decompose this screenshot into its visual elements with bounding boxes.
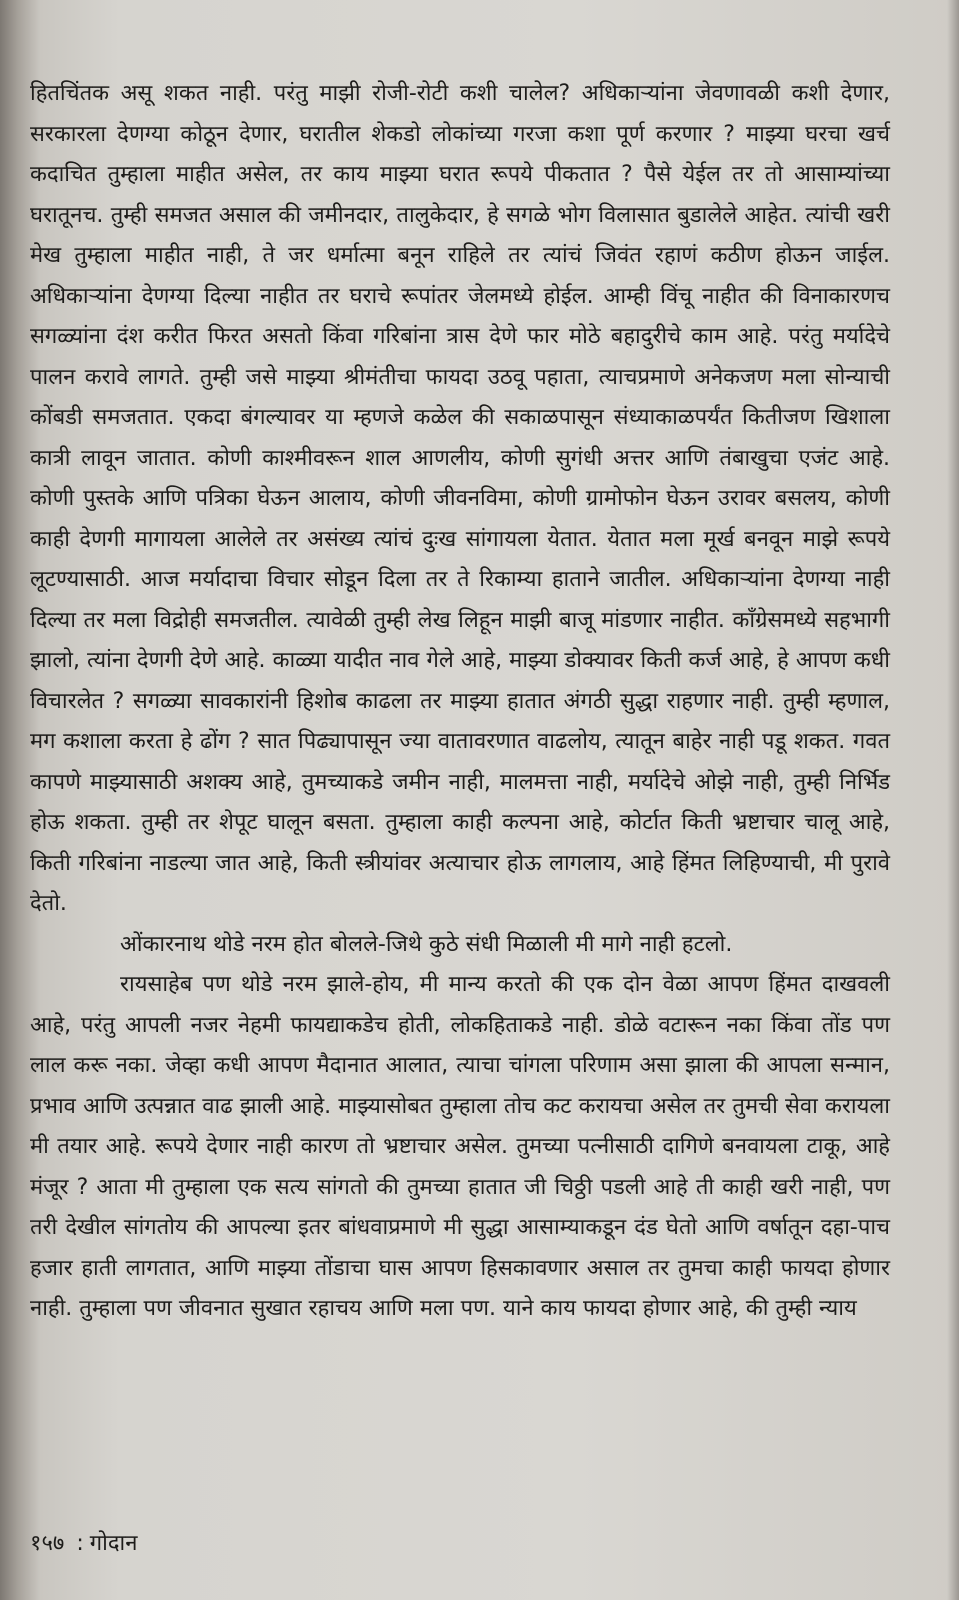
book-title: गोदान: [89, 1531, 138, 1556]
page-number: १५७: [30, 1531, 65, 1556]
footer-separator: :: [76, 1531, 84, 1556]
paragraph-2: ओंकारनाथ थोडे नरम होत बोलले-जिथे कुठे संधी मिळाली मी मागे नाही हटलो.: [120, 931, 733, 957]
page-footer: [30, 1527, 137, 1557]
paragraph-1: हितचिंतक असू शकत नाही. परंतु माझी रोजी-रोटी कशी चालेल? अधिकाऱ्यांना जेवणावळी कशी देणार, सरकारला देणग्या कोठून देणार, घरातील शेकडो लोकांच्या गरजा कशा पूर्ण करणार ? माझ्या घरचा खर्च कदाचित तुम्हाला माहीत असेल, तर काय माझ्या घरात रूपये पीकतात ? पैसे येईल तर तो आसाम्यांच्या घरातूनच. तुम्ही समजत असाल की जमीनदार, तालुकेदार, हे सगळे भोग विलासात बुडालेले आहेत. त्यांची खरी मेख तुम्हाला माहीत नाही, ते जर धर्मात्मा बनून राहिले तर त्यांचं जिवंत रहाणं कठीण होऊन जाईल. अधिकाऱ्यांना देणग्या दिल्या नाहीत तर घराचे रूपांतर जेलमध्ये होईल. आम्ही विंचू नाहीत की विनाकारणच सगळ्यांना दंश करीत फिरत असतो किंवा गरिबांना त्रास देणे फार मोठे बहादुरीचे काम आहे. परंतु मर्यादेचे पालन करावे लागते. तुम्ही जसे माझ्या श्रीमंतीचा फायदा उठवू पहाता, त्याचप्रमाणे अनेकजण मला सोन्याची कोंबडी समजतात. एकदा बंगल्यावर या म्हणजे कळेल की सकाळपासून संध्याकाळपर्यंत कितीजण खिशाला कात्री लावून जातात. कोणी काश्मीवरून शाल आणलीय, कोणी सुगंधी अत्तर आणि तंबाखुचा एजंट आहे. कोणी पुस्तके आणि पत्रिका घेऊन आलाय, कोणी जीवनविमा, कोणी ग्रामोफोन घेऊन उरावर बसलय, कोणी काही देणगी मागायला आलेले तर असंख्य त्यांचं दुःख सांगायला येतात. येतात मला मूर्ख बनवून माझे रूपये लूटण्यासाठी. आज मर्यादाचा विचार सोडून दिला तर ते रिकाम्या हाताने जातील. अधिकाऱ्यांना देणग्या नाही दिल्या तर मला विद्रोही समजतील. त्यावेळी तुम्ही लेख लिहून माझी बाजू मांडणार नाहीत. कॉंग्रेसमध्ये सहभागी झालो, त्यांना देणगी देणे आहे. काळ्या यादीत नाव गेले आहे, माझ्या डोक्यावर किती कर्ज आहे, हे आपण कधी विचारलेत ? सगळ्या सावकारांनी हिशोब काढला तर माझ्या हातात अंगठी सुद्धा राहणार नाही. तुम्ही म्हणाल, मग कशाला करता हे ढोंग ? सात पिढ्यापासून ज्या वातावरणात वाढलोय, त्यातून बाहेर नाही पडू शकत. गवत कापणे माझ्यासाठी अशक्य आहे, तुमच्याकडे जमीन नाही, मालमत्ता नाही, मर्यादेचे ओझे नाही, तुम्ही निर्भिड होऊ शकता. तुम्ही तर शेपूट घालून बसता. तुम्हाला काही कल्पना आहे, कोर्टात किती भ्रष्टाचार चालू आहे, किती गरिबांना नाडल्या जात आहे, किती स्त्रीयांवर अत्याचार होऊ लागलाय, आहे हिंमत लिहिण्याची, मी पुरावे देतो.: [30, 81, 890, 916]
body-text: [30, 74, 890, 1330]
paragraph-3: रायसाहेब पण थोडे नरम झाले-होय, मी मान्य करतो की एक दोन वेळा आपण हिंमत दाखवली आहे, परंतु आपली नजर नेहमी फायद्याकडेच होती, लोकहिताकडे नाही. डोळे वटारून नका किंवा तोंड पण लाल करू नका. जेव्हा कधी आपण मैदानात आलात, त्याचा चांगला परिणाम असा झाला की आपला सन्मान, प्रभाव आणि उत्पन्नात वाढ झाली आहे. माझ्यासोबत तुम्हाला तोच कट करायचा असेल तर तुमची सेवा करायला मी तयार आहे. रूपये देणार नाही कारण तो भ्रष्टाचार असेल. तुमच्या पत्नीसाठी दागिणे बनवायला टाकू, आहे मंजूर ? आता मी तुम्हाला एक सत्य सांगतो की तुमच्या हातात जी चिठ्ठी पडली आहे ती काही खरी नाही, पण तरी देखील सांगतोय की आपल्या इतर बांधवाप्रमाणे मी सुद्धा आसाम्याकडून दंड घेतो आणि वर्षातून दहा-पाच हजार हाती लागतात, आणि माझ्या तोंडाचा घास आपण हिसकावणार असाल तर तुमचा काही फायदा होणार नाही. तुम्हाला पण जीवनात सुखात रहाचय आणि मला पण. याने काय फायदा होणार आहे, की तुम्ही न्याय: [30, 972, 890, 1321]
